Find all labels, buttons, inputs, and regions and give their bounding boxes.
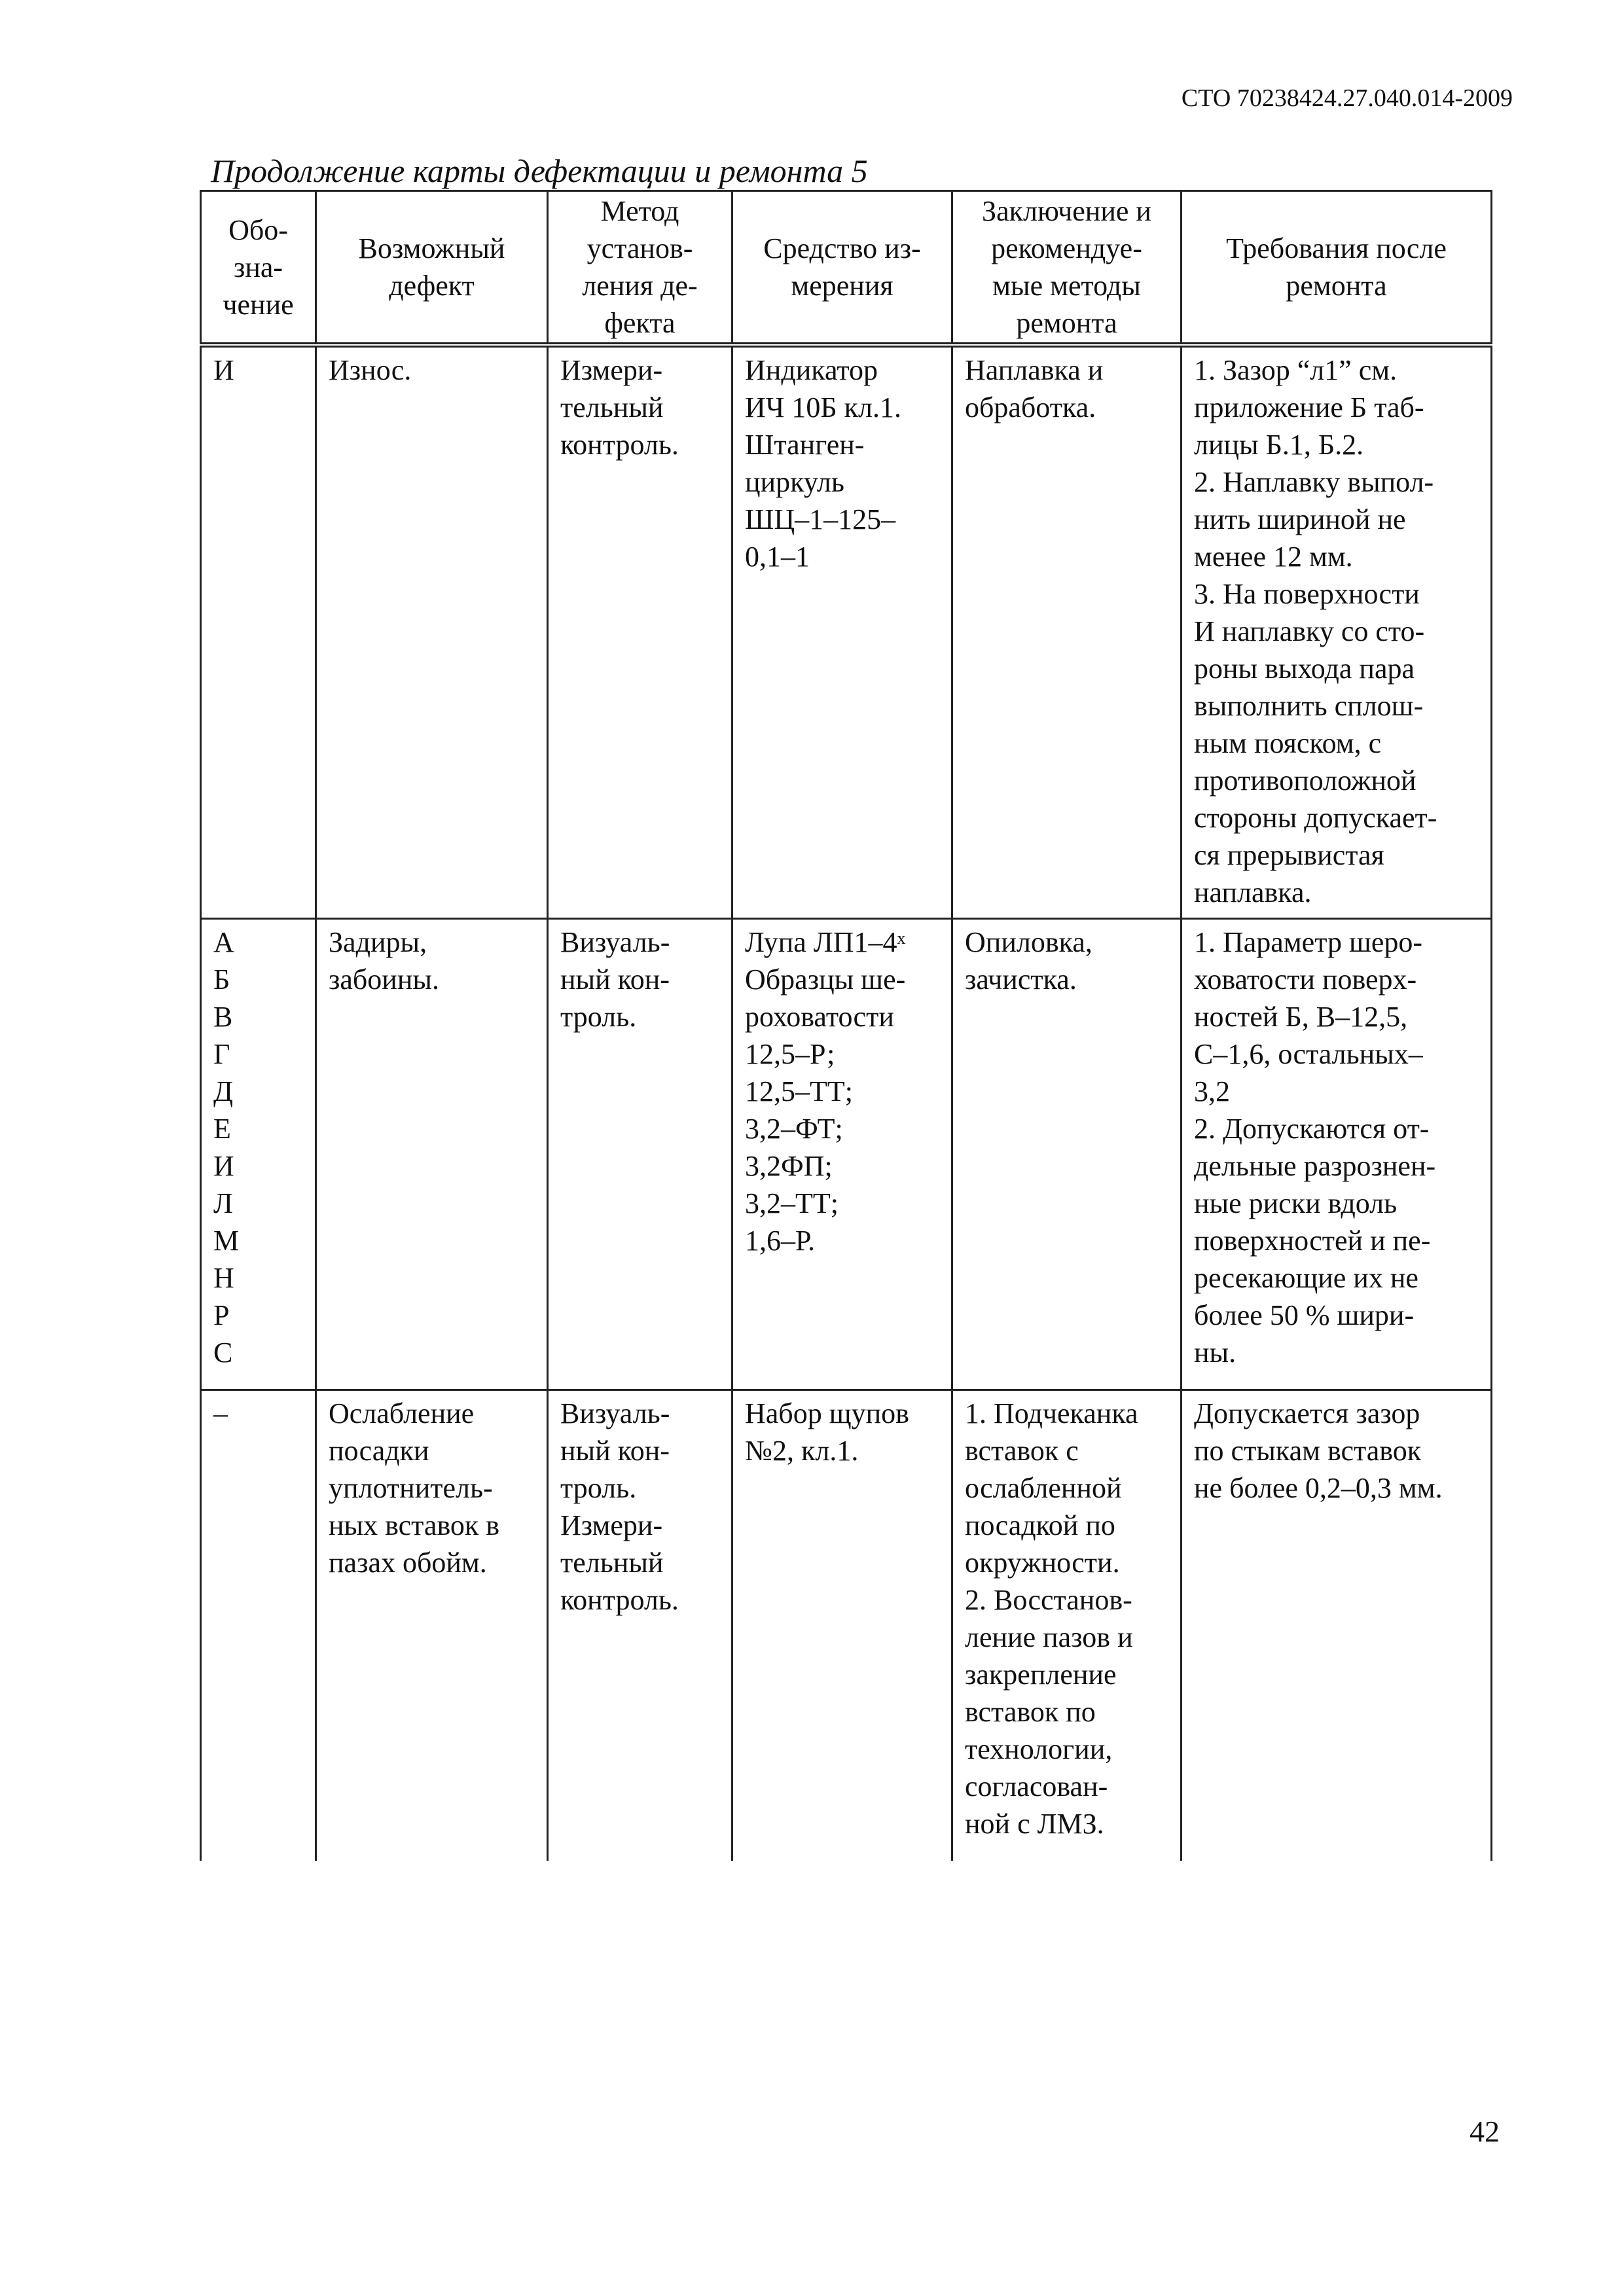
cell-line: ресекающие их не — [1194, 1261, 1418, 1294]
page-number: 42 — [1470, 2115, 1500, 2148]
cell-line: роны выхода пара — [1194, 653, 1415, 685]
requirements-cell — [1182, 345, 1492, 918]
designation-cell — [201, 918, 316, 1390]
cell-line: 1. Подчеканка — [965, 1397, 1138, 1429]
defect-repair-table — [200, 190, 1490, 1861]
cell-line: 2. Допускаются от- — [1194, 1112, 1430, 1145]
requirements-cell — [1182, 918, 1492, 1390]
cell-line: 3,2 — [1194, 1075, 1230, 1107]
requirements-cell — [1182, 1390, 1492, 1861]
table-row — [201, 918, 1492, 1390]
method-cell — [548, 345, 732, 918]
cell-line: ностей Б, В–12,5, — [1194, 1000, 1408, 1033]
cell-line: 1,6–Р. — [745, 1224, 815, 1257]
cell-line: ослабленной — [965, 1471, 1122, 1504]
cell-line: контроль. — [560, 429, 679, 461]
header-line: Требования после — [1226, 232, 1447, 264]
cell-line: Е — [213, 1112, 231, 1145]
cell-line: наплавка. — [1194, 876, 1312, 908]
cell-line: Наплавка и — [965, 354, 1104, 386]
header-line: ления де- — [582, 270, 698, 302]
header-line: фекта — [604, 307, 676, 339]
cell-line: 12,5–Р; — [745, 1037, 835, 1070]
cell-line: Измери- — [560, 1509, 663, 1541]
cell-line: дельные разрознен- — [1194, 1149, 1436, 1182]
tool-cell — [732, 1390, 952, 1861]
designation-cell — [201, 345, 316, 918]
cell-line: Н — [213, 1261, 234, 1294]
repair-cell — [952, 345, 1182, 918]
header-line: установ- — [586, 232, 693, 264]
cell-line: тельный — [560, 1546, 664, 1579]
cell-line: ных вставок в — [329, 1509, 500, 1541]
cell-line: роховатости — [745, 1000, 894, 1033]
cell-line: ховатости поверх- — [1194, 963, 1417, 996]
cell-line: ИЧ 10Б кл.1. — [745, 391, 901, 423]
cell-line: уплотнитель- — [329, 1471, 493, 1504]
cell-line: – — [213, 1397, 228, 1429]
cell-line: С — [213, 1336, 233, 1369]
cell-line: вставок с — [965, 1434, 1079, 1467]
cell-line: стороны допускает- — [1194, 802, 1437, 834]
cell-line: Визуаль- — [560, 925, 670, 958]
cell-line: 3. На поверхности — [1194, 578, 1420, 610]
header-line: мые методы — [992, 270, 1141, 302]
cell-line: контроль. — [560, 1583, 679, 1616]
cell-line: 1. Зазор “л1” см. — [1194, 354, 1398, 386]
cell-line: С–1,6, остальных– — [1194, 1037, 1423, 1070]
cell-line: согласован- — [965, 1770, 1108, 1803]
cell-line: В — [213, 1000, 233, 1033]
method-cell — [548, 1390, 732, 1861]
cell-line: 3,2–ТТ; — [745, 1187, 839, 1219]
cell-line: ШЦ–1–125– — [745, 503, 896, 535]
tool-cell — [732, 918, 952, 1390]
cell-line: И наплавку со сто- — [1194, 615, 1425, 647]
cell-line: ным пояском, с — [1194, 727, 1382, 759]
cell-line: 12,5–ТТ; — [745, 1075, 853, 1107]
designation-header — [201, 191, 316, 346]
defect-cell — [316, 345, 548, 918]
repair-header — [952, 191, 1182, 346]
cell-line: 2. Восстанов- — [965, 1583, 1132, 1616]
cell-line: окружности. — [965, 1546, 1120, 1579]
cell-line: 1. Параметр шеро- — [1194, 925, 1423, 958]
tool-cell — [732, 345, 952, 918]
cell-line: ление пазов и — [965, 1621, 1133, 1653]
header-line: чение — [223, 288, 294, 321]
cell-line: Л — [213, 1187, 233, 1219]
cell-line: ны. — [1194, 1336, 1236, 1369]
cell-line: №2, кл.1. — [745, 1434, 859, 1467]
cell-line: посадкой по — [965, 1509, 1115, 1541]
cell-line: пазах обойм. — [329, 1546, 487, 1579]
cell-line: 0,1–1 — [745, 541, 810, 573]
cell-line: посадки — [329, 1434, 429, 1467]
cell-line: забоины. — [329, 963, 439, 996]
cell-line: троль. — [560, 1471, 637, 1504]
table-row — [201, 1390, 1492, 1861]
cell-line: обработка. — [965, 391, 1096, 423]
cell-line: Задиры, — [329, 925, 427, 958]
cell-line: 2. Наплавку выпол- — [1194, 466, 1434, 498]
cell-line: тельный — [560, 391, 664, 423]
cell-line: троль. — [560, 1000, 637, 1033]
cell-line: Индикатор — [745, 354, 878, 386]
header-line: дефект — [389, 270, 475, 302]
cell-line: менее 12 мм. — [1194, 541, 1353, 573]
header-line: рекомендуе- — [991, 232, 1142, 264]
method-header — [548, 191, 732, 346]
table-header-row — [201, 191, 1492, 346]
table-body — [201, 345, 1492, 1861]
cell-line: Ослабление — [329, 1397, 475, 1429]
cell-line: ный кон- — [560, 1434, 670, 1467]
cell-line: ный кон- — [560, 963, 670, 996]
table-caption: Продолжение карты дефектации и ремонта 5 — [211, 152, 868, 189]
tool-header — [732, 191, 952, 346]
cell-line: циркуль — [745, 466, 844, 498]
defect-cell — [316, 918, 548, 1390]
header-line: Возможный — [358, 232, 505, 264]
cell-line: более 50 % шири- — [1194, 1299, 1415, 1331]
cell-line: ся прерывистая — [1194, 839, 1384, 871]
cell-line: И — [213, 354, 234, 386]
header-line: ремонта — [1286, 270, 1387, 302]
cell-line: Р — [213, 1299, 230, 1331]
cell-line: технологии, — [965, 1732, 1113, 1765]
cell-line: И — [213, 1149, 234, 1182]
cell-line: лицы Б.1, Б.2. — [1194, 429, 1364, 461]
method-cell — [548, 918, 732, 1390]
cell-line: не более 0,2–0,3 мм. — [1194, 1471, 1443, 1504]
header-line: зна- — [233, 251, 283, 283]
cell-line: М — [213, 1224, 240, 1257]
cell-line: Лупа ЛП1–4ˣ — [745, 925, 906, 958]
cell-line: Износ. — [329, 354, 412, 386]
cell-line: Г — [213, 1037, 230, 1070]
cell-line: ные риски вдоль — [1194, 1187, 1398, 1219]
cell-line: Визуаль- — [560, 1397, 670, 1429]
repair-cell — [952, 918, 1182, 1390]
cell-line: вставок по — [965, 1695, 1096, 1728]
cell-line: Штанген- — [745, 429, 865, 461]
cell-line: 3,2–ФТ; — [745, 1112, 843, 1145]
header-line: ремонта — [1016, 307, 1117, 339]
cell-line: Д — [213, 1075, 234, 1107]
cell-line: 3,2ФП; — [745, 1149, 833, 1182]
cell-line: ной с ЛМЗ. — [965, 1807, 1104, 1840]
requirements-header — [1182, 191, 1492, 346]
table-row — [201, 345, 1492, 918]
document-code: СТО 70238424.27.040.014-2009 — [1181, 84, 1513, 112]
cell-line: нить шириной не — [1194, 503, 1406, 535]
cell-line: выполнить сплош- — [1194, 690, 1424, 722]
header-line: Метод — [600, 195, 679, 227]
cell-line: противоположной — [1194, 764, 1416, 797]
designation-cell — [201, 1390, 316, 1861]
cell-line: поверхностей и пе- — [1194, 1224, 1431, 1257]
cell-line: Допускается зазор — [1194, 1397, 1420, 1429]
cell-line: Набор щупов — [745, 1397, 909, 1429]
repair-cell — [952, 1390, 1182, 1861]
header-line: Средство из- — [763, 232, 921, 264]
cell-line: зачистка. — [965, 963, 1077, 996]
header-line: мерения — [791, 270, 893, 302]
cell-line: Опиловка, — [965, 925, 1092, 958]
defect-header — [316, 191, 548, 346]
header-line: Заключение и — [982, 195, 1151, 227]
cell-line: закрепление — [965, 1658, 1117, 1691]
cell-line: А — [213, 925, 234, 958]
cell-line: приложение Б таб- — [1194, 391, 1424, 423]
cell-line: Б — [213, 963, 230, 996]
defect-cell — [316, 1390, 548, 1861]
cell-line: Измери- — [560, 354, 663, 386]
cell-line: по стыкам вставок — [1194, 1434, 1422, 1467]
header-line: Обо- — [228, 213, 288, 246]
cell-line: Образцы ше- — [745, 963, 906, 996]
